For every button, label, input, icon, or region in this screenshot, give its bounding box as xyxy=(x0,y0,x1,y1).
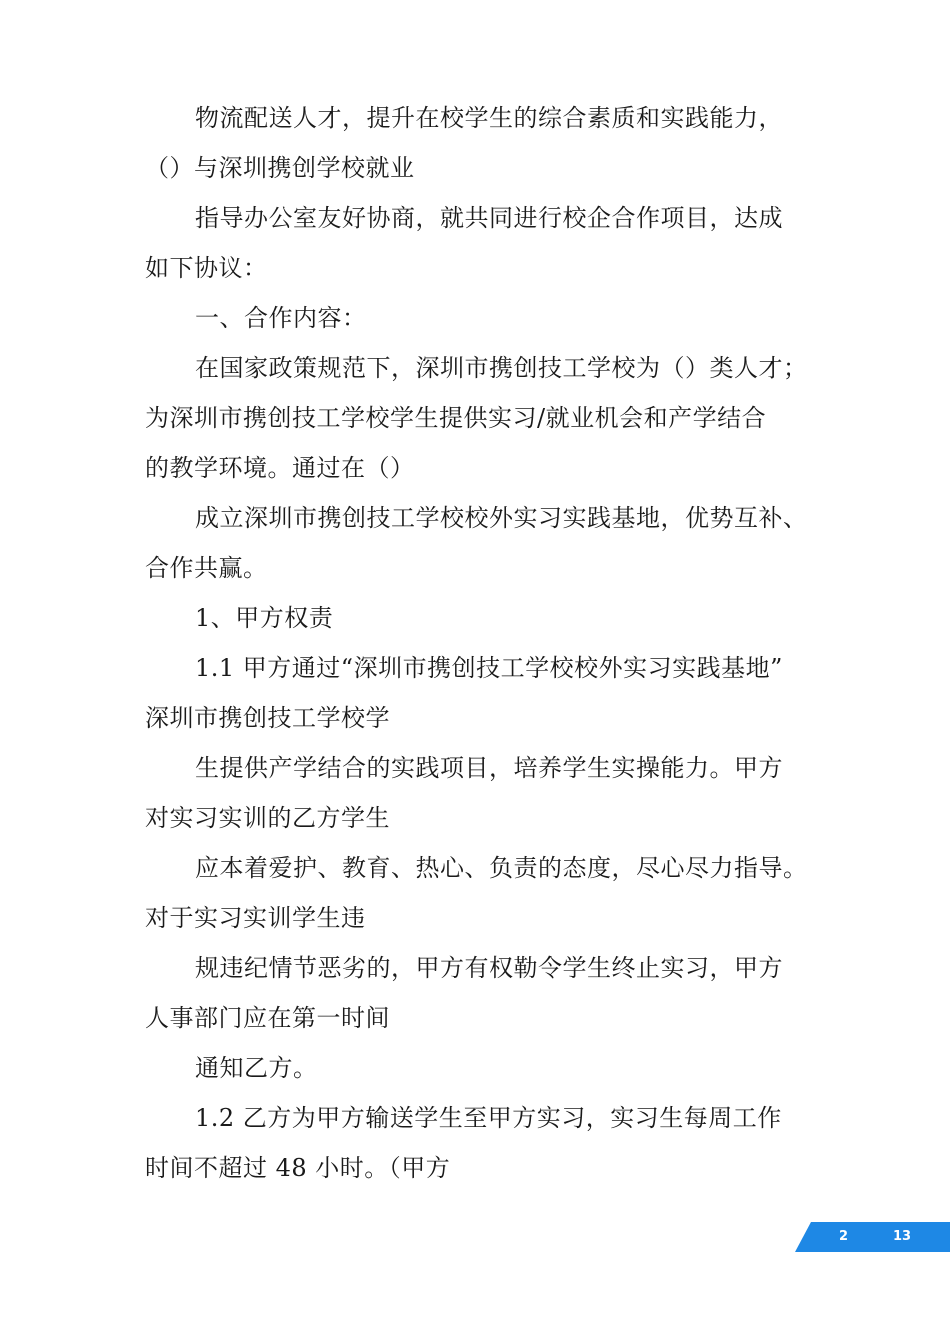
text-line: 对于实习实训学生违 xyxy=(145,904,366,932)
text-line: 物流配送人才，提升在校学生的综合素质和实践能力， xyxy=(195,104,783,132)
text-line: 生提供产学结合的实践项目，培养学生实操能力。甲方 xyxy=(195,754,783,782)
text-line: 深圳市携创技工学校学 xyxy=(145,704,390,732)
text-line: 时间不超过 48 小时。（甲方 xyxy=(145,1154,451,1182)
text-line: 如下协议： xyxy=(145,254,268,282)
text-line: 人事部门应在第一时间 xyxy=(145,1004,390,1032)
page-number-band xyxy=(795,1222,950,1252)
text-line: 规违纪情节恶劣的，甲方有权勒令学生终止实习，甲方 xyxy=(195,954,783,982)
text-line: 1.2 乙方为甲方输送学生至甲方实习，实习生每周工作 xyxy=(195,1104,782,1132)
current-page-number: 2 xyxy=(839,1229,849,1244)
total-pages-number: 13 xyxy=(893,1229,912,1244)
text-line: 对实习实训的乙方学生 xyxy=(145,804,390,832)
text-line: 为深圳市携创技工学校学生提供实习/就业机会和产学结合 xyxy=(145,404,767,432)
text-line: 在国家政策规范下，深圳市携创技工学校为（）类人才； xyxy=(195,354,808,382)
text-line: 通知乙方。 xyxy=(195,1054,318,1082)
subsection-heading: 1、甲方权责 xyxy=(195,604,334,632)
text-line: 应本着爱护、教育、热心、负责的态度，尽心尽力指导。 xyxy=(195,854,808,882)
text-line: 指导办公室友好协商，就共同进行校企合作项目，达成 xyxy=(195,204,783,232)
text-line: （）与深圳携创学校就业 xyxy=(145,154,415,182)
text-line: 1.1 甲方通过“深圳市携创技工学校校外实习实践基地” xyxy=(195,654,783,682)
text-line: 合作共赢。 xyxy=(145,554,268,582)
text-line: 成立深圳市携创技工学校校外实习实践基地，优势互补、 xyxy=(195,504,808,532)
text-line: 的教学环境。通过在（） xyxy=(145,454,415,482)
page-band-shape xyxy=(795,1222,950,1252)
section-heading: 一、合作内容： xyxy=(195,304,367,332)
